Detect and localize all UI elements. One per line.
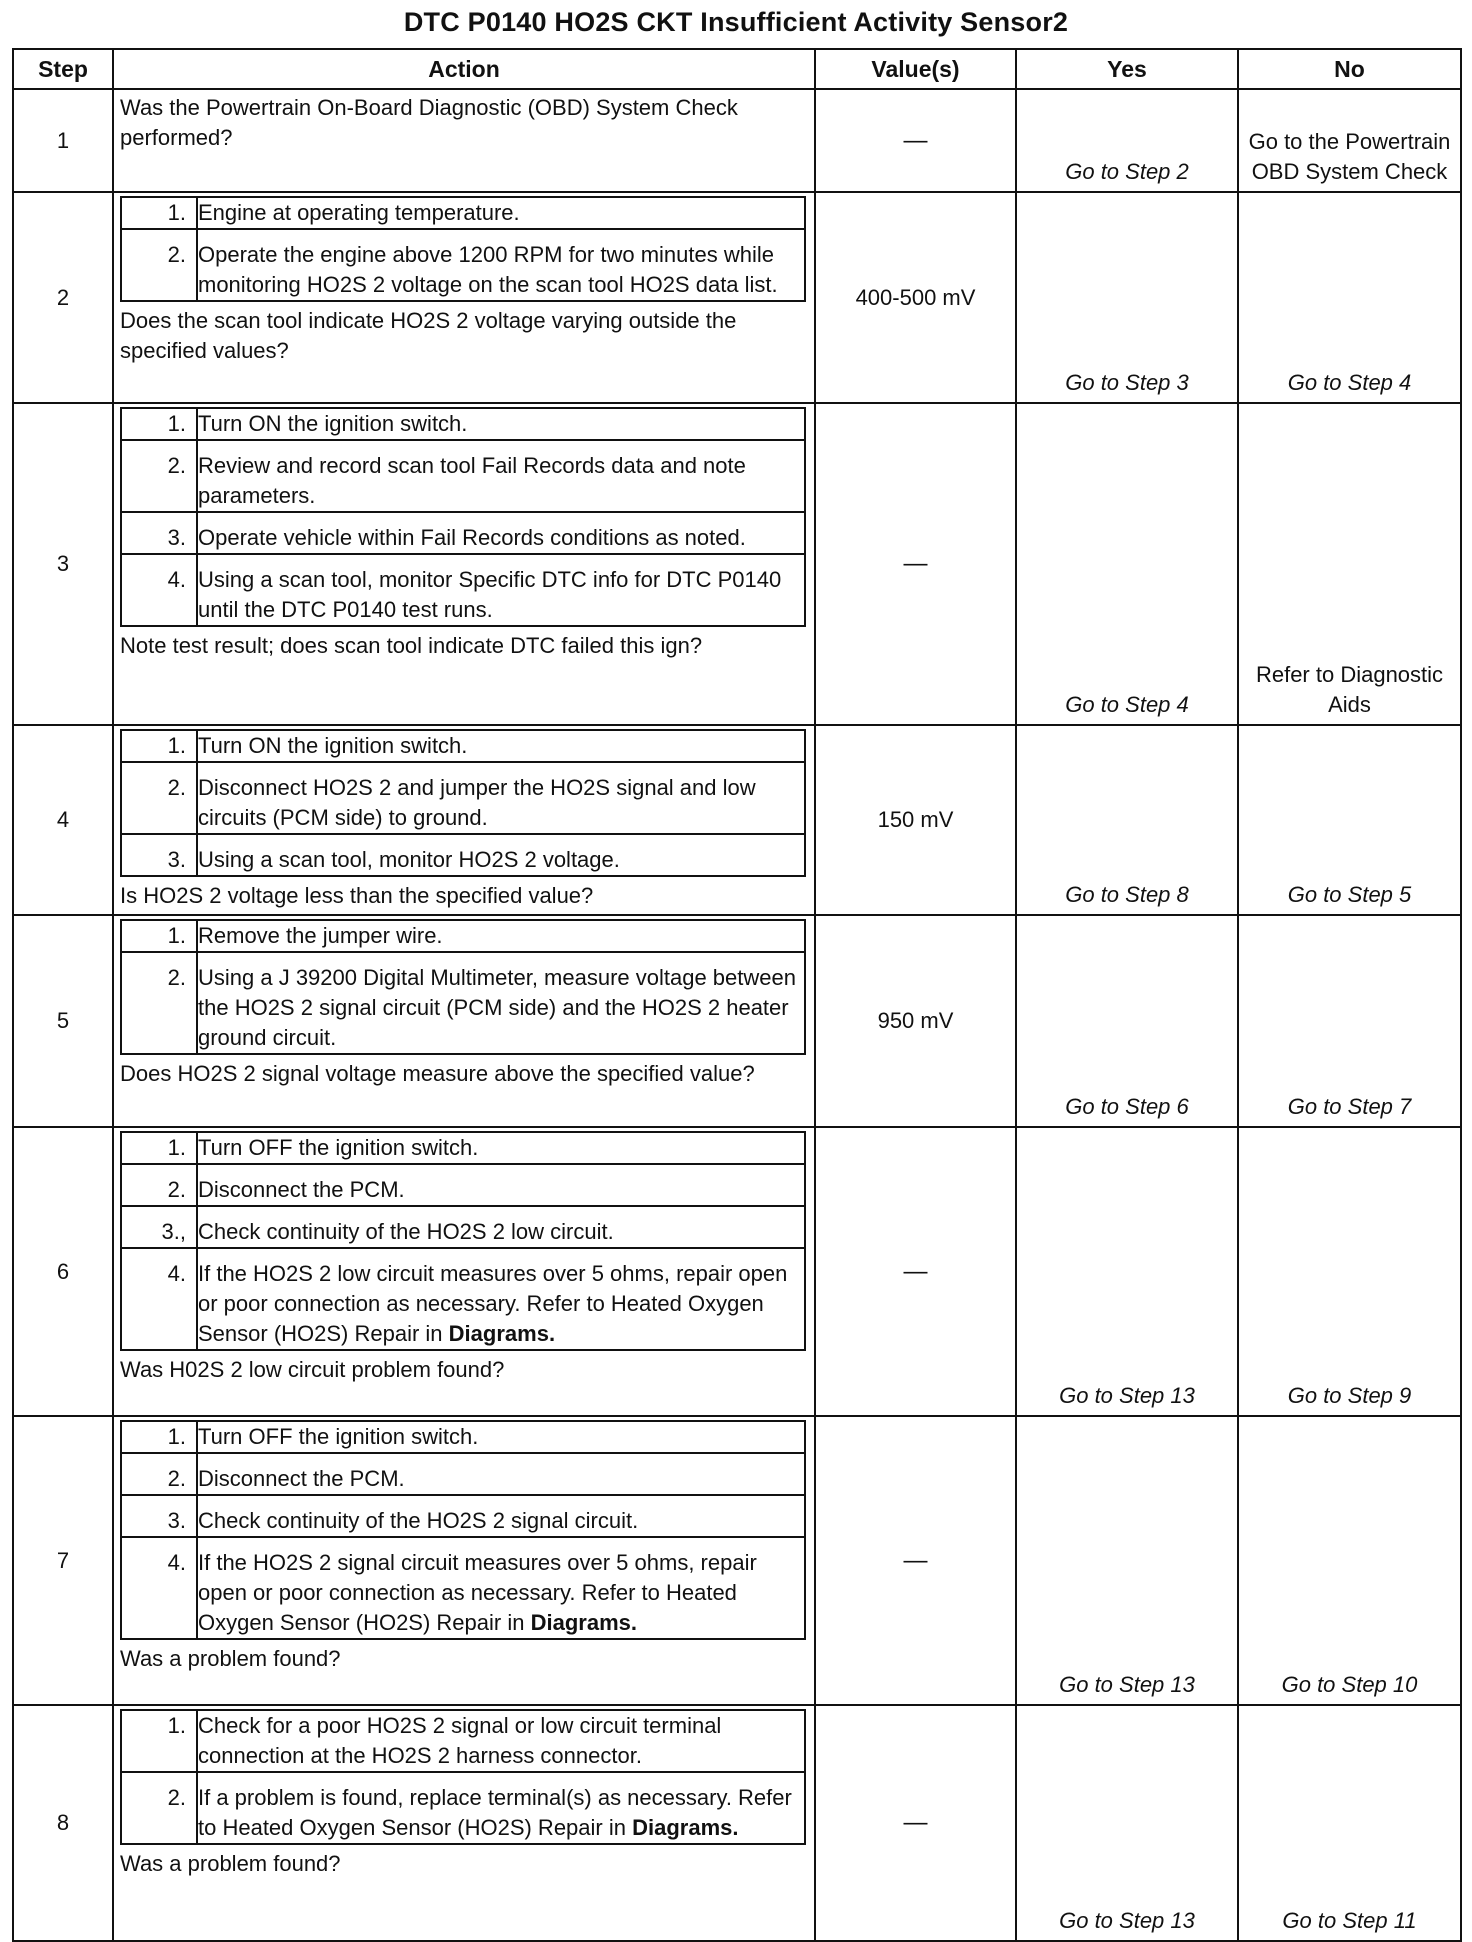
action-item-text [197,1537,805,1639]
action-item-text [197,440,805,512]
action-item-body: Check continuity of the HO2S 2 low circuit. [198,1219,614,1244]
action-item-text [197,730,805,762]
yes-cell [1016,192,1238,403]
yes-cell [1016,1705,1238,1941]
no-result: Go to Step 7 [1287,1094,1412,1119]
action-item-number: 1. [121,408,197,440]
action-item-number: 2. [121,762,197,834]
action-item-text [197,408,805,440]
yes-result: Go to Step 4 [1065,692,1189,717]
no-result: Go to Step 10 [1281,1672,1418,1697]
action-item-number: 2. [121,1453,197,1495]
header-step: Step [13,49,113,89]
action-list [120,196,806,302]
action-item-body: If the HO2S 2 signal circuit measures over 5 ohms, repair open or poor connection as necessary. Refer to Heated Oxygen Sensor (HO2S) Repair in [198,1550,757,1635]
action-question: Does the scan tool indicate HO2S 2 voltage varying outside the specified values? [120,308,737,363]
no-cell [1238,1127,1461,1416]
no-result: Go to Step 9 [1287,1383,1412,1408]
action-list-item [121,952,805,1054]
step-number: 5 [13,915,113,1127]
action-question: Was a problem found? [120,1851,341,1876]
no-result: Go to Step 4 [1287,370,1412,395]
action-item-number: 1. [121,1132,197,1164]
table-row [13,1416,1461,1705]
yes-cell [1016,89,1238,192]
yes-result: Go to Step 6 [1065,1094,1189,1119]
action-item-number: 1. [121,730,197,762]
table-row [13,1127,1461,1416]
action-list-item [121,554,805,626]
action-item-body: Turn ON the ignition switch. [198,733,468,758]
action-item-number: 4. [121,1248,197,1350]
no-result: Refer to Diagnostic Aids [1255,662,1444,717]
action-cell [113,725,815,915]
action-item-body: Check continuity of the HO2S 2 signal circuit. [198,1508,639,1533]
table-row [13,403,1461,725]
step-number: 2 [13,192,113,403]
action-item-number: 1. [121,197,197,229]
action-cell [113,915,815,1127]
action-item-number: 2. [121,229,197,301]
action-item-body: Disconnect the PCM. [198,1466,405,1491]
action-item-number: 1. [121,1710,197,1772]
action-list-item [121,1248,805,1350]
action-item-body: If a problem is found, replace terminal(s) as necessary. Refer to Heated Oxygen Sensor (HO2S) Repair in [198,1785,792,1840]
action-item-body: Disconnect the PCM. [198,1177,405,1202]
action-list [120,1420,806,1640]
no-result: Go to the Powertrain OBD System Check [1248,129,1451,184]
action-item-number: 3. [121,1495,197,1537]
action-list-item [121,1495,805,1537]
action-list-item [121,1772,805,1844]
value-cell: — [815,403,1016,725]
no-cell [1238,403,1461,725]
table-row [13,89,1461,192]
yes-cell [1016,403,1238,725]
action-item-body: Engine at operating temperature. [198,200,520,225]
action-item-body: Review and record scan tool Fail Records data and note parameters. [198,453,746,508]
yes-result: Go to Step 8 [1065,882,1189,907]
action-item-body: Using a scan tool, monitor Specific DTC info for DTC P0140 until the DTC P0140 test runs. [198,567,782,622]
yes-result: Go to Step 13 [1059,1383,1195,1408]
action-item-text [197,834,805,876]
action-item-number: 3. [121,834,197,876]
action-item-number: 2. [121,1164,197,1206]
action-item-body: Check for a poor HO2S 2 signal or low circuit terminal connection at the HO2S 2 harness connector. [198,1713,722,1768]
yes-cell [1016,725,1238,915]
header-row [13,49,1461,89]
action-list-item [121,730,805,762]
diagnostic-table [12,48,1462,1942]
action-item-number: 1. [121,920,197,952]
action-list [120,407,806,627]
no-cell [1238,192,1461,403]
header-values: Value(s) [815,49,1016,89]
action-list-item [121,1206,805,1248]
value-cell: — [815,1127,1016,1416]
action-item-text [197,1421,805,1453]
action-item-text [197,1206,805,1248]
no-result: Go to Step 5 [1287,882,1412,907]
action-list-item [121,920,805,952]
yes-cell [1016,1416,1238,1705]
action-list-item [121,512,805,554]
action-item-number: 2. [121,1772,197,1844]
action-intro: Was the Powertrain On-Board Diagnostic (OBD) System Check performed? [120,95,738,150]
diagrams-reference: Diagrams. [632,1815,739,1840]
action-question: Was a problem found? [120,1646,341,1671]
action-cell [113,1127,815,1416]
yes-cell [1016,1127,1238,1416]
action-cell [113,1416,815,1705]
action-list-item [121,1453,805,1495]
action-item-text [197,762,805,834]
no-cell [1238,915,1461,1127]
action-item-text [197,1453,805,1495]
action-item-body: Using a scan tool, monitor HO2S 2 voltage. [198,847,620,872]
yes-result: Go to Step 13 [1059,1908,1195,1933]
action-item-text [197,1710,805,1772]
action-item-number: 3., [121,1206,197,1248]
action-question: Note test result; does scan tool indicate DTC failed this ign? [120,633,703,658]
step-number: 3 [13,403,113,725]
action-item-body: If the HO2S 2 low circuit measures over 5 ohms, repair open or poor connection as necessary. Refer to Heated Oxygen Sensor (HO2S) Repair in [198,1261,788,1346]
action-item-text [197,1248,805,1350]
action-list-item [121,1710,805,1772]
action-list-item [121,1164,805,1206]
action-list-item [121,229,805,301]
value-cell: — [815,89,1016,192]
action-item-text [197,229,805,301]
value-cell: 150 mV [815,725,1016,915]
action-list-item [121,1537,805,1639]
diagrams-reference: Diagrams. [448,1321,556,1346]
action-cell [113,192,815,403]
action-question: Is HO2S 2 voltage less than the specified value? [120,883,594,908]
value-cell: — [815,1416,1016,1705]
action-list-item [121,408,805,440]
action-item-body: Using a J 39200 Digital Multimeter, measure voltage between the HO2S 2 signal circuit (PCM side) and the HO2S 2 heater ground circuit. [198,965,796,1050]
no-result: Go to Step 11 [1282,1908,1417,1933]
action-cell [113,89,815,192]
action-item-text [197,1495,805,1537]
action-item-body: Turn OFF the ignition switch. [198,1135,479,1160]
action-cell [113,403,815,725]
yes-result: Go to Step 3 [1065,370,1189,395]
action-item-text [197,512,805,554]
step-number: 8 [13,1705,113,1941]
action-item-body: Turn OFF the ignition switch. [198,1424,479,1449]
action-item-text [197,1772,805,1844]
action-list-item [121,197,805,229]
action-list-item [121,834,805,876]
action-list-item [121,1421,805,1453]
header-yes: Yes [1016,49,1238,89]
action-list-item [121,440,805,512]
action-item-number: 2. [121,952,197,1054]
header-action: Action [113,49,815,89]
no-cell [1238,1416,1461,1705]
action-item-body: Remove the jumper wire. [198,923,443,948]
yes-result: Go to Step 13 [1059,1672,1195,1697]
action-item-body: Operate vehicle within Fail Records conditions as noted. [198,525,746,550]
action-item-body: Turn ON the ignition switch. [198,411,468,436]
table-row [13,192,1461,403]
document-title: DTC P0140 HO2S CKT Insufficient Activity Sensor2 [403,7,1069,37]
step-number: 1 [13,89,113,192]
action-list-item [121,1132,805,1164]
no-cell [1238,725,1461,915]
value-cell: — [815,1705,1016,1941]
yes-cell [1016,915,1238,1127]
action-item-number: 2. [121,440,197,512]
action-list [120,1131,806,1351]
value-cell: 400-500 mV [815,192,1016,403]
action-item-number: 4. [121,554,197,626]
table-row [13,725,1461,915]
action-item-number: 1. [121,1421,197,1453]
yes-result: Go to Step 2 [1065,159,1189,184]
step-number: 4 [13,725,113,915]
action-list-item [121,762,805,834]
action-item-text [197,1164,805,1206]
action-cell [113,1705,815,1941]
header-no: No [1238,49,1461,89]
action-item-body: Operate the engine above 1200 RPM for two minutes while monitoring HO2S 2 voltage on the scan tool HO2S data list. [198,242,778,297]
action-item-text [197,554,805,626]
no-cell [1238,1705,1461,1941]
action-list [120,919,806,1055]
step-number: 6 [13,1127,113,1416]
table-row [13,915,1461,1127]
action-item-text [197,197,805,229]
action-item-number: 4. [121,1537,197,1639]
action-item-number: 3. [121,512,197,554]
action-item-body: Disconnect HO2S 2 and jumper the HO2S signal and low circuits (PCM side) to ground. [198,775,756,830]
value-cell: 950 mV [815,915,1016,1127]
action-item-text [197,920,805,952]
action-item-text [197,1132,805,1164]
action-question: Does HO2S 2 signal voltage measure above the specified value? [120,1061,755,1086]
action-list [120,729,806,877]
diagrams-reference: Diagrams. [530,1610,637,1635]
action-item-text [197,952,805,1054]
no-cell [1238,89,1461,192]
table-row [13,1705,1461,1941]
step-number: 7 [13,1416,113,1705]
action-question: Was H02S 2 low circuit problem found? [120,1357,505,1382]
action-list [120,1709,806,1845]
